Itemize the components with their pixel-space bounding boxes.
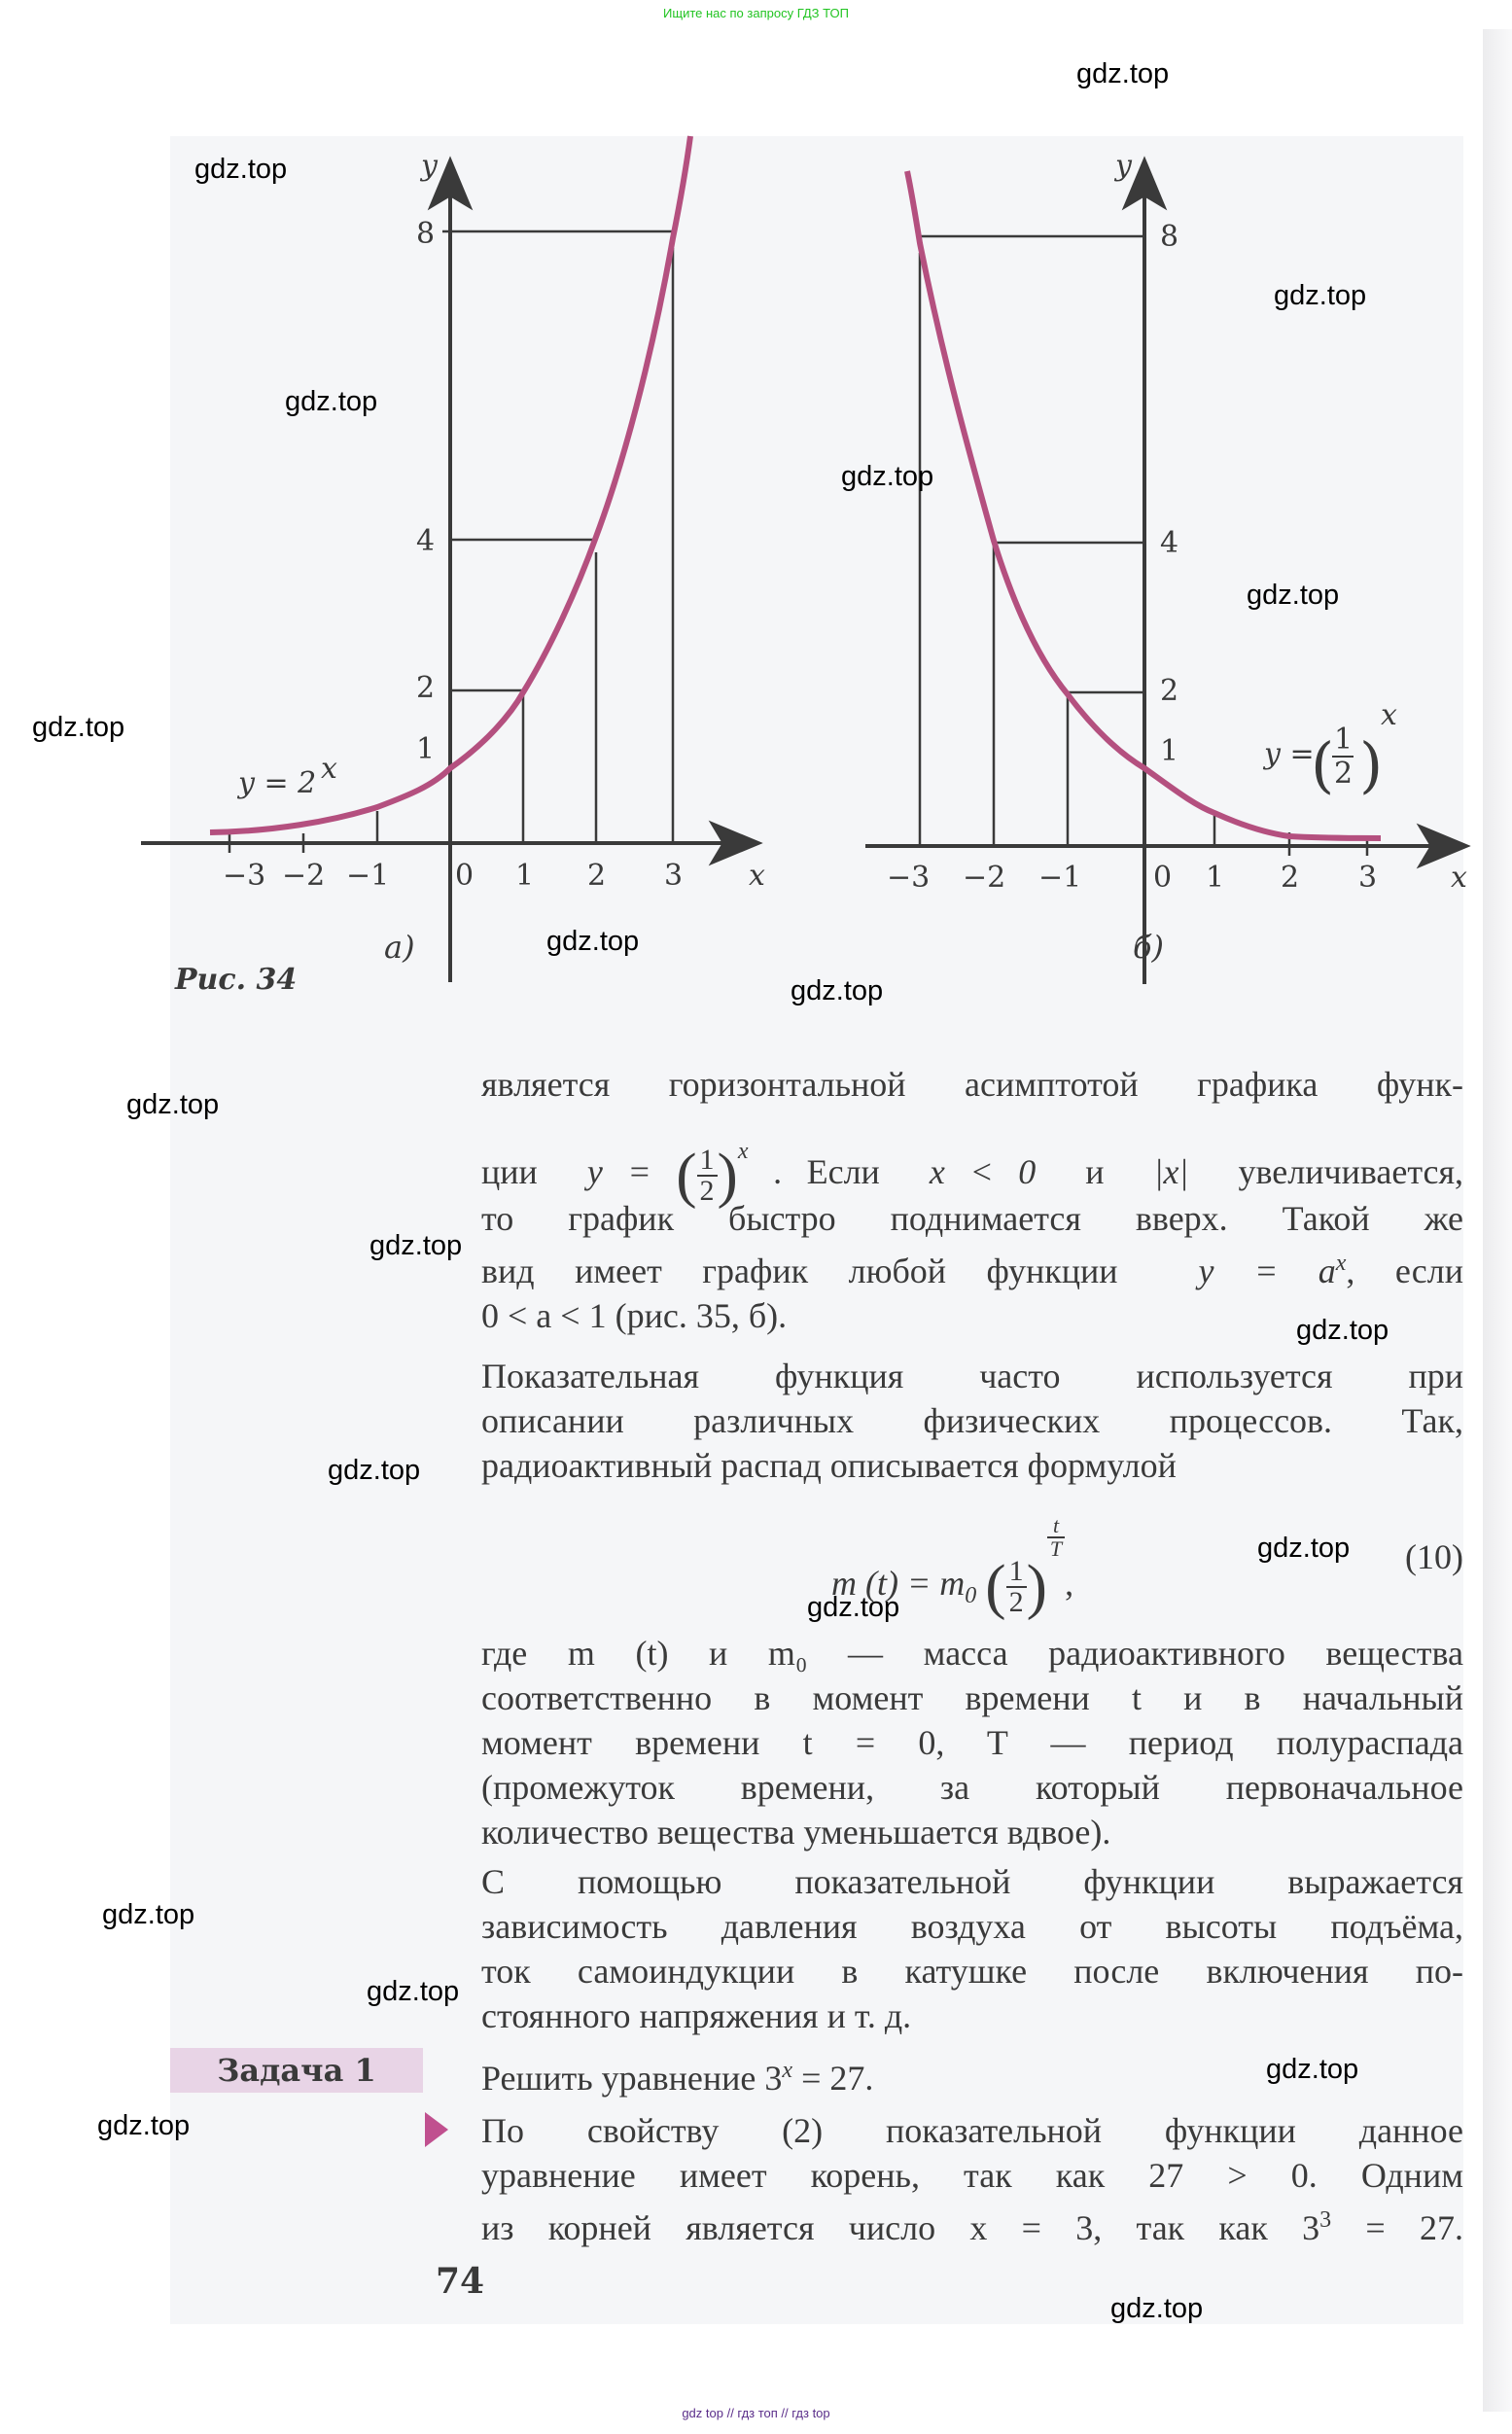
watermark: gdz.top [126, 1089, 220, 1120]
text-line: ток самоиндукции в катушке после включения по- [481, 1952, 1463, 1991]
x-tick-label: −3 [223, 859, 266, 893]
paragraph-asymptote [481, 1062, 1463, 1338]
solution-arrow-icon [425, 2112, 448, 2147]
text-line: Решить уравнение $3^x = 27$. [481, 2058, 874, 2098]
svg-text:(: ( [1311, 729, 1335, 800]
text-line: является горизонтальной асимптотой графика функ- [481, 1065, 1463, 1104]
x-tick-label: 3 [664, 859, 684, 893]
svg-text:x: x [1381, 698, 1397, 732]
x-tick-label: 2 [1281, 861, 1300, 895]
top-banner[interactable]: Ищите нас по запросу ГДЗ ТОП [663, 6, 849, 20]
paragraph-physics [481, 1354, 1463, 1488]
text-line: уравнение имеет корень, так как 27 > 0. Одним [481, 2156, 1463, 2195]
text-line: По свойству (2) показательной функции данное [481, 2111, 1463, 2150]
text-line-formula: ции y = ( $\frac{1}{2}$ )$^x$ . Если x < 0 и |x| увеличивается, [481, 1139, 1464, 1210]
watermark: gdz.top [328, 1455, 421, 1486]
y-tick-label: 8 [1160, 220, 1179, 254]
watermark: gdz.top [102, 1899, 195, 1930]
x-axis-label: x [749, 859, 765, 893]
text-line: соответственно в момент времени t и в начальный [481, 1678, 1463, 1717]
text-line: С помощью показательной функции выражается [481, 1862, 1463, 1901]
decay-formula: m $(t) = m_0$ ( $\frac{1}{2}$ ) $\frac{t}{T}$ , [831, 1513, 1074, 1621]
x-tick-label: −3 [887, 861, 931, 895]
text-line: момент времени t = 0, T — период полураспада [481, 1723, 1463, 1762]
watermark: gdz.top [791, 975, 884, 1006]
watermark: gdz.top [546, 926, 640, 957]
x-tick-label: −2 [282, 859, 326, 893]
y-tick-label: 8 [416, 217, 436, 251]
watermark: gdz.top [1274, 280, 1367, 311]
x-tick-label: −1 [346, 859, 390, 893]
y-tick-label: 2 [1160, 674, 1179, 708]
watermark: gdz.top [1257, 1533, 1351, 1564]
graph-b [865, 149, 1467, 984]
watermark: gdz.top [841, 461, 934, 492]
y-tick-label: 4 [416, 524, 436, 558]
text-line: Показательная функция часто используется при [481, 1357, 1463, 1395]
y-axis-label: y [1115, 149, 1132, 183]
x-tick-label: 0 [1153, 861, 1173, 895]
watermark: gdz.top [285, 386, 378, 417]
y-tick-label: 1 [416, 732, 436, 766]
svg-text:1: 1 [1334, 723, 1354, 757]
text-line: вид имеет график любой функции $y = a^x$, если [481, 1251, 1463, 1290]
text-line: радиоактивный распад описывается формулой [481, 1446, 1177, 1485]
paragraph-applications [481, 1859, 1463, 2038]
x-tick-label: 3 [1358, 861, 1378, 895]
task-badge: Задача 1 [170, 2048, 423, 2093]
panel-label-a: а) [384, 929, 415, 966]
watermark: gdz.top [1266, 2054, 1359, 2085]
watermark: gdz.top [1296, 1315, 1389, 1346]
watermark: gdz.top [1110, 2293, 1204, 2324]
x-axis-label: x [1451, 861, 1467, 895]
watermark: gdz.top [194, 154, 288, 185]
formula-number: (10) [1405, 1537, 1463, 1576]
x-tick-label: 1 [1206, 861, 1225, 895]
text-line: 0 < a < 1 (рис. 35, б). [481, 1296, 788, 1335]
watermark: gdz.top [32, 712, 125, 743]
text-line: количество вещества уменьшается вдвое). [481, 1813, 1111, 1852]
watermark: gdz.top [367, 1976, 460, 2007]
text-line: зависимость давления воздуха от высоты подъёма, [481, 1907, 1463, 1946]
function-label-b: y = [1264, 737, 1315, 771]
paragraph-definitions [481, 1631, 1463, 1854]
panel-label-b: б) [1133, 929, 1165, 966]
y-tick-label: 2 [416, 671, 436, 705]
task-solution [481, 2108, 1463, 2250]
text-line: описании различных физических процессов. Так, [481, 1401, 1463, 1440]
svg-text:2: 2 [1334, 757, 1354, 791]
x-tick-label: 2 [587, 859, 607, 893]
y-tick-label: 1 [1160, 734, 1179, 768]
watermark: gdz.top [1247, 580, 1340, 611]
y-tick-label: 4 [1160, 526, 1179, 560]
watermark: gdz.top [97, 2110, 191, 2141]
watermark: gdz.top [369, 1230, 463, 1261]
page-number: 74 [436, 2261, 485, 2302]
text-line: (промежуток времени, за который первоначальное [481, 1768, 1463, 1807]
watermark: gdz.top [1076, 58, 1170, 89]
x-tick-label: −2 [963, 861, 1006, 895]
text-line: из корней является число x = 3, так как $3^3 = 27$. [481, 2207, 1464, 2247]
graph-a [141, 136, 765, 982]
svg-text:): ) [1359, 729, 1384, 800]
bottom-banner[interactable]: gdz top // гдз топ // гдз top [682, 2406, 830, 2420]
text-line: стоянного напряжения и т. д. [481, 1996, 912, 2035]
x-tick-label: −1 [1038, 861, 1082, 895]
svg-text:x: x [321, 752, 337, 786]
x-tick-label: 1 [515, 859, 535, 893]
x-tick-label: 0 [455, 859, 475, 893]
y-axis-label: y [421, 149, 438, 183]
watermark: gdz.top [807, 1592, 900, 1623]
text-line: то график быстро поднимается вверх. Такой же [481, 1199, 1463, 1238]
text-line: где m (t) и m₀ — масса радиоактивного вещества [481, 1634, 1463, 1673]
function-label-a: y = 2 [238, 766, 317, 800]
figure-caption: Рис. 34 [175, 963, 298, 997]
